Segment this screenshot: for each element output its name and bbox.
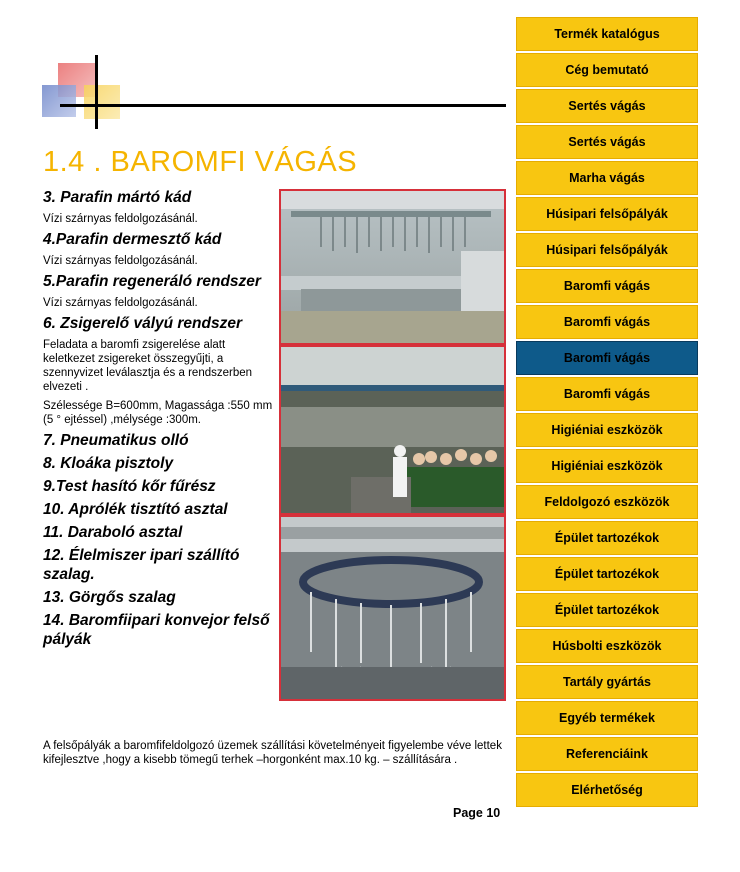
photo-column: [279, 189, 506, 701]
photo-evisceration-line: [279, 345, 506, 515]
nav-item[interactable]: Baromfi vágás: [516, 305, 698, 339]
product-heading: 12. Élelmiszer ipari szállító szalag.: [43, 547, 240, 583]
product-heading: 4.Parafin dermesztő kád: [43, 231, 222, 248]
product-heading: 5.Parafin regeneráló rendszer: [43, 273, 261, 290]
nav-item[interactable]: Termék katalógus: [516, 17, 698, 51]
product-heading: 7. Pneumatikus olló: [43, 432, 189, 449]
nav-item[interactable]: Higiéniai eszközök: [516, 413, 698, 447]
nav-item[interactable]: Marha vágás: [516, 161, 698, 195]
company-logo: [42, 55, 132, 135]
product-heading: 8. Kloáka pisztoly: [43, 455, 174, 472]
nav-item[interactable]: Húsbolti eszközök: [516, 629, 698, 663]
nav-item[interactable]: Feldolgozó eszközök: [516, 485, 698, 519]
page-title: 1.4 . BAROMFI VÁGÁS: [43, 146, 358, 178]
product-heading: 13. Görgős szalag: [43, 589, 176, 606]
nav-item[interactable]: Sertés vágás: [516, 89, 698, 123]
page-number: Page 10: [453, 806, 501, 820]
side-navigation: [516, 17, 698, 809]
photo-paraffin-tanks: [279, 189, 506, 345]
logo-yellow-square: [84, 85, 120, 119]
footer-description: A felsőpályák a baromfifeldolgozó üzemek szállítási követelményeit figyelembe véve lettek kifejlesztve ,hogy a kisebb tömegű terhek –horgonként max.10 kg. – szállítására .: [43, 740, 502, 766]
product-heading: 3. Parafin mártó kád: [43, 189, 192, 206]
product-description: Vízi szárnyas feldolgozásánál.: [43, 255, 198, 267]
nav-item[interactable]: Referenciáink: [516, 737, 698, 771]
nav-item[interactable]: Épület tartozékok: [516, 557, 698, 591]
nav-item[interactable]: Baromfi vágás: [516, 341, 698, 375]
product-list: [43, 188, 275, 649]
nav-item[interactable]: Sertés vágás: [516, 125, 698, 159]
nav-item[interactable]: Tartály gyártás: [516, 665, 698, 699]
product-heading: 10. Aprólék tisztító asztal: [43, 501, 228, 518]
photo-overhead-conveyor: [279, 515, 506, 701]
product-description: Vízi szárnyas feldolgozásánál.: [43, 213, 198, 225]
product-description: Szélessége B=600mm, Magassága :550 mm (5 ° ejtéssel) ,mélysége :300m.: [43, 400, 273, 426]
nav-item[interactable]: Baromfi vágás: [516, 269, 698, 303]
nav-item[interactable]: Elérhetőség: [516, 773, 698, 807]
product-heading: 14. Baromfiipari konvejor felső pályák: [43, 612, 270, 648]
product-description: Feladata a baromfi zsigerelése alatt keletkezet zsigereket összegyűjti, a szennyvizet leválasztja és a rendszerben elvezeti .: [43, 339, 253, 393]
header-divider: [60, 104, 506, 107]
nav-item[interactable]: Baromfi vágás: [516, 377, 698, 411]
nav-item[interactable]: Épület tartozékok: [516, 521, 698, 555]
nav-item[interactable]: Húsipari felsőpályák: [516, 197, 698, 231]
logo-vertical-line: [95, 55, 98, 129]
nav-item[interactable]: Egyéb termékek: [516, 701, 698, 735]
nav-item[interactable]: Cég bemutató: [516, 53, 698, 87]
product-heading: 9.Test hasító kőr fűrész: [43, 478, 216, 495]
product-heading: 6. Zsigerelő vályú rendszer: [43, 315, 243, 332]
nav-item[interactable]: Épület tartozékok: [516, 593, 698, 627]
nav-item[interactable]: Húsipari felsőpályák: [516, 233, 698, 267]
nav-item[interactable]: Higiéniai eszközök: [516, 449, 698, 483]
logo-blue-square: [42, 85, 76, 117]
product-heading: 11. Daraboló asztal: [43, 524, 183, 541]
product-description: Vízi szárnyas feldolgozásánál.: [43, 297, 198, 309]
